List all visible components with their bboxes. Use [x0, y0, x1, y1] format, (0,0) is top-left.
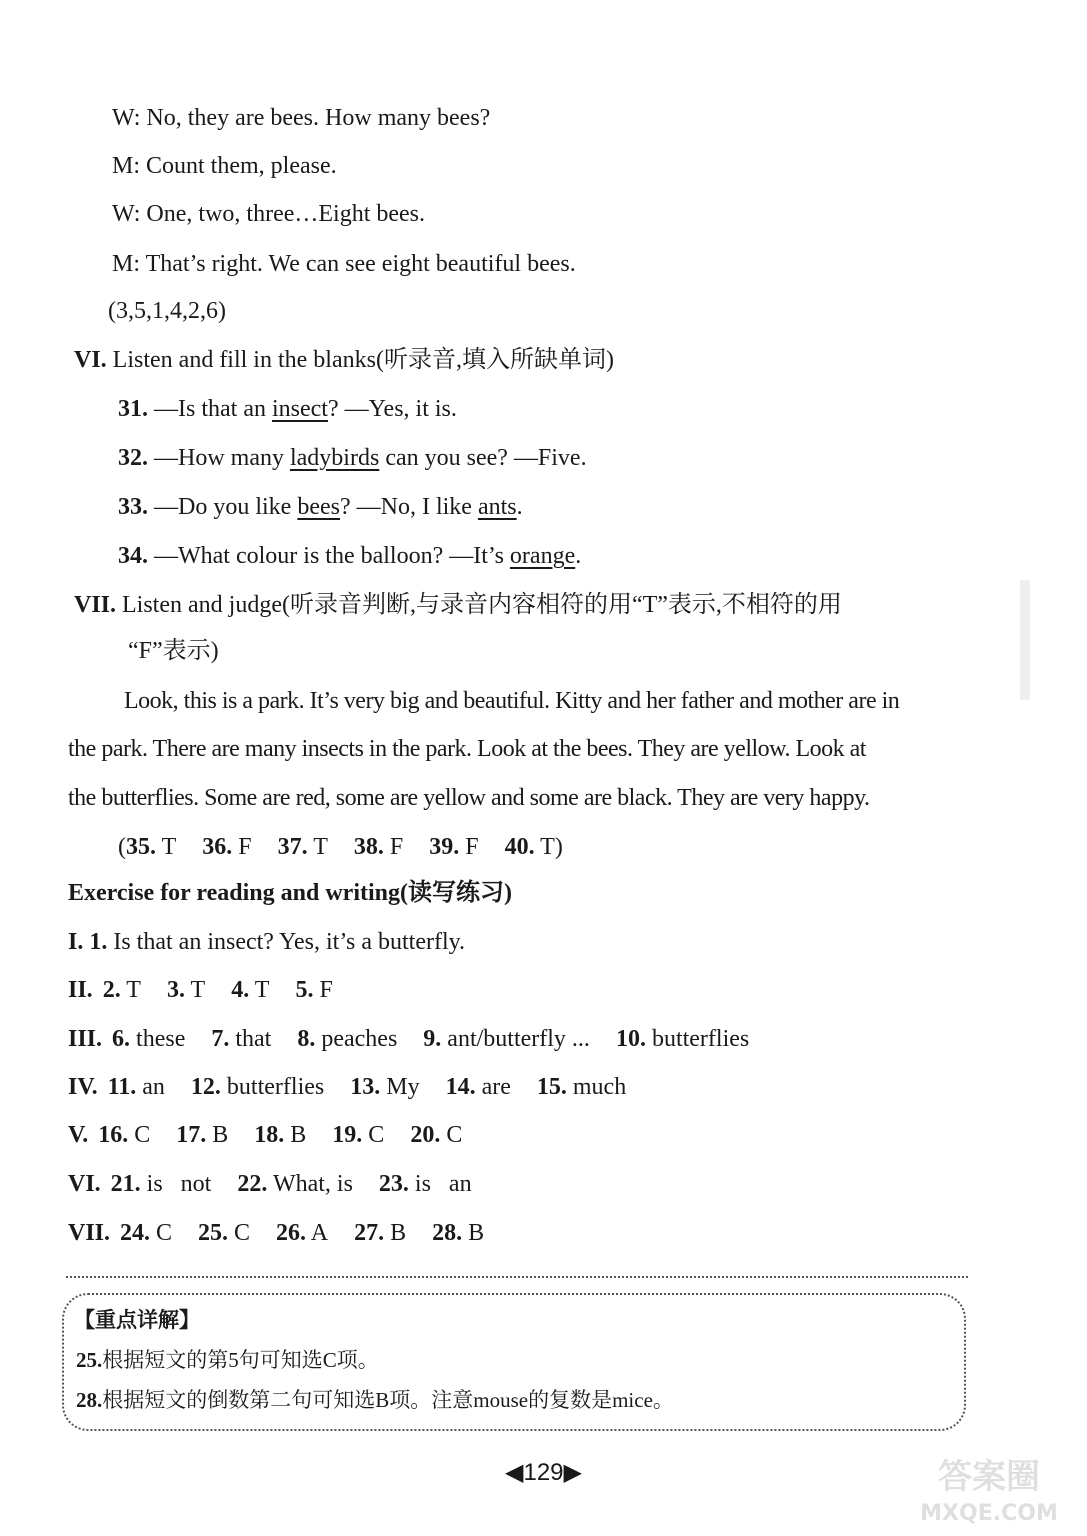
item-number: 2. — [102, 977, 121, 1003]
item-number: 37. — [277, 834, 308, 860]
margin-mark — [1016, 580, 1036, 700]
item-number: 7. — [211, 1026, 230, 1052]
answer: B — [390, 1220, 407, 1246]
item-number: 14. — [445, 1074, 476, 1100]
section-number: VI. — [68, 1171, 101, 1197]
dotted-divider — [66, 1276, 968, 1278]
answer: A — [310, 1220, 329, 1246]
answer: T — [254, 977, 270, 1003]
item-number: 16. — [98, 1122, 129, 1148]
item-number: 18. — [254, 1122, 285, 1148]
answer: F — [238, 834, 252, 860]
answer-word: ladybirds — [289, 445, 380, 471]
watermark-logo — [909, 1448, 1069, 1526]
item-number: 24. — [120, 1220, 151, 1246]
svg-text:MXQE.COM: MXQE.COM — [920, 1501, 1058, 1526]
svg-text:答案圈: 答案圈 — [938, 1457, 1040, 1497]
item-number: 6. — [112, 1026, 131, 1052]
answer: F — [465, 834, 479, 860]
item-text: ? —Yes, it is. — [327, 396, 457, 422]
item-number: 31. — [118, 396, 148, 422]
passage-line: the park. There are many insects in the park. Look at the bees. They are yellow. Look at — [68, 736, 866, 762]
page-number-text: 129 — [523, 1459, 564, 1486]
answer: Is that an insect? Yes, it’s a butterfly. — [113, 929, 466, 955]
answer: T — [540, 834, 555, 860]
section-vi-title — [74, 345, 614, 375]
item-number: 36. — [202, 834, 233, 860]
answer: an — [142, 1074, 165, 1100]
item-number: 8. — [297, 1026, 316, 1052]
answer: B — [290, 1122, 307, 1148]
item-number: 28. — [76, 1388, 103, 1412]
answer: C — [446, 1122, 463, 1148]
section-number: VII. — [74, 592, 117, 618]
section-number: IV. — [68, 1074, 98, 1100]
item-number: 27. — [354, 1220, 385, 1246]
item-number: 3. — [166, 977, 185, 1003]
answer: C — [234, 1220, 251, 1246]
item-number: 25. — [76, 1348, 103, 1372]
answer: B — [468, 1220, 485, 1246]
item-number: 9. — [423, 1026, 442, 1052]
item-number: 26. — [276, 1220, 307, 1246]
answer: butterflies — [226, 1074, 325, 1100]
answer: is not — [146, 1171, 212, 1197]
item-number: 4. — [231, 977, 250, 1003]
rw-section-iv — [68, 1072, 626, 1102]
dialogue-line: W: One, two, three…Eight bees. — [112, 201, 426, 227]
item-number: 32. — [118, 445, 148, 471]
section-number: I. — [68, 929, 84, 955]
answer: T — [190, 977, 206, 1003]
item-text: ? —No, I like — [339, 494, 478, 520]
dialogue-line: M: That’s right. We can see eight beautiful bees. — [112, 251, 576, 277]
item-number: 25. — [198, 1220, 229, 1246]
section-number: V. — [68, 1122, 89, 1148]
paren: ) — [554, 834, 563, 860]
rw-section-iii — [68, 1024, 749, 1054]
answer: What, is — [272, 1171, 353, 1197]
dialogue-line: M: Count them, please. — [112, 153, 337, 179]
fill-item — [118, 541, 581, 571]
item-number: 33. — [118, 494, 148, 520]
answer: My — [386, 1074, 420, 1100]
item-number: 38. — [353, 834, 384, 860]
rw-section-v — [68, 1120, 462, 1150]
note-text: 根据短文的第5句可知选C项。 — [102, 1348, 379, 1372]
item-text: —How many — [154, 445, 290, 471]
item-number: 19. — [332, 1122, 363, 1148]
order-answer: (3,5,1,4,2,6) — [108, 298, 226, 324]
fill-item — [118, 492, 523, 522]
answer: B — [212, 1122, 229, 1148]
answer: ant/butterfly ... — [447, 1026, 590, 1052]
note-item — [76, 1385, 674, 1415]
passage-line: the butterflies. Some are red, some are yellow and some are black. They are very happy. — [68, 785, 870, 811]
rw-heading: Exercise for reading and writing(读写练习) — [68, 880, 512, 906]
item-text: . — [516, 494, 523, 520]
item-text: —What colour is the balloon? —It’s — [154, 543, 510, 569]
rw-section-ii — [68, 975, 333, 1005]
answer: T — [126, 977, 141, 1003]
answer: that — [235, 1026, 272, 1052]
item-number: 10. — [615, 1026, 646, 1052]
rw-section-i — [68, 927, 465, 957]
answer: these — [136, 1026, 186, 1052]
item-number: 34. — [118, 543, 148, 569]
item-number: 1. — [89, 929, 108, 955]
answer-word: insect — [271, 396, 328, 422]
answer: much — [572, 1074, 627, 1100]
item-text: —Do you like — [154, 494, 298, 520]
section-title: Listen and judge(听录音判断,与录音内容相符的用“T”表示,不相符的用 — [122, 592, 842, 618]
rw-section-vii — [68, 1218, 484, 1248]
section-number: VII. — [68, 1220, 111, 1246]
item-number: 39. — [429, 834, 460, 860]
section-number: III. — [68, 1026, 103, 1052]
dialogue-line: W: No, they are bees. How many bees? — [112, 105, 491, 131]
item-number: 17. — [176, 1122, 207, 1148]
note-text: 根据短文的倒数第二句可知选B项。注意mouse的复数是mice。 — [102, 1388, 674, 1412]
answer: F — [389, 834, 404, 860]
answer-word: orange — [509, 543, 576, 569]
item-number: 5. — [295, 977, 314, 1003]
answer: T — [313, 834, 328, 860]
item-text: can you see? —Five. — [379, 445, 587, 471]
item-number: 35. — [126, 834, 156, 860]
notes-heading: 【重点详解】 — [74, 1308, 200, 1332]
answer: C — [156, 1220, 173, 1246]
item-number: 21. — [110, 1171, 141, 1197]
answer: C — [368, 1122, 385, 1148]
item-number: 13. — [350, 1074, 381, 1100]
answer-word: ants — [477, 494, 517, 520]
item-number: 20. — [410, 1122, 441, 1148]
section-number: II. — [68, 977, 93, 1003]
note-item — [76, 1345, 379, 1375]
answer: peaches — [321, 1026, 398, 1052]
answer: butterflies — [651, 1026, 750, 1052]
answer: C — [134, 1122, 151, 1148]
paren: ( — [118, 834, 126, 860]
item-number: 28. — [432, 1220, 463, 1246]
key-points-box — [62, 1293, 966, 1431]
fill-item — [118, 394, 457, 424]
item-number: 15. — [536, 1074, 567, 1100]
item-number: 11. — [107, 1074, 137, 1100]
arrow-right-icon: ▶ — [563, 1459, 582, 1486]
section-title: Listen and fill in the blanks(听录音,填入所缺单词) — [112, 347, 614, 373]
item-text: —Is that an — [154, 396, 272, 422]
judge-answers — [118, 832, 563, 862]
section-number: VI. — [74, 347, 107, 373]
section-title-cont: “F”表示) — [128, 638, 219, 664]
item-text: . — [575, 543, 582, 569]
answer-word: bees — [297, 494, 340, 520]
arrow-left-icon: ◀ — [505, 1459, 524, 1486]
answer: F — [319, 977, 333, 1003]
item-number: 23. — [378, 1171, 409, 1197]
answer: is an — [414, 1171, 472, 1197]
section-vii-title — [74, 590, 842, 620]
fill-item — [118, 443, 587, 473]
item-number: 12. — [190, 1074, 221, 1100]
item-number: 22. — [237, 1171, 268, 1197]
rw-section-vi — [68, 1169, 472, 1199]
answer: are — [481, 1074, 511, 1100]
answer: T — [161, 834, 177, 860]
item-number: 40. — [504, 834, 535, 860]
passage-line: Look, this is a park. It’s very big and beautiful. Kitty and her father and mother are in — [124, 688, 900, 714]
